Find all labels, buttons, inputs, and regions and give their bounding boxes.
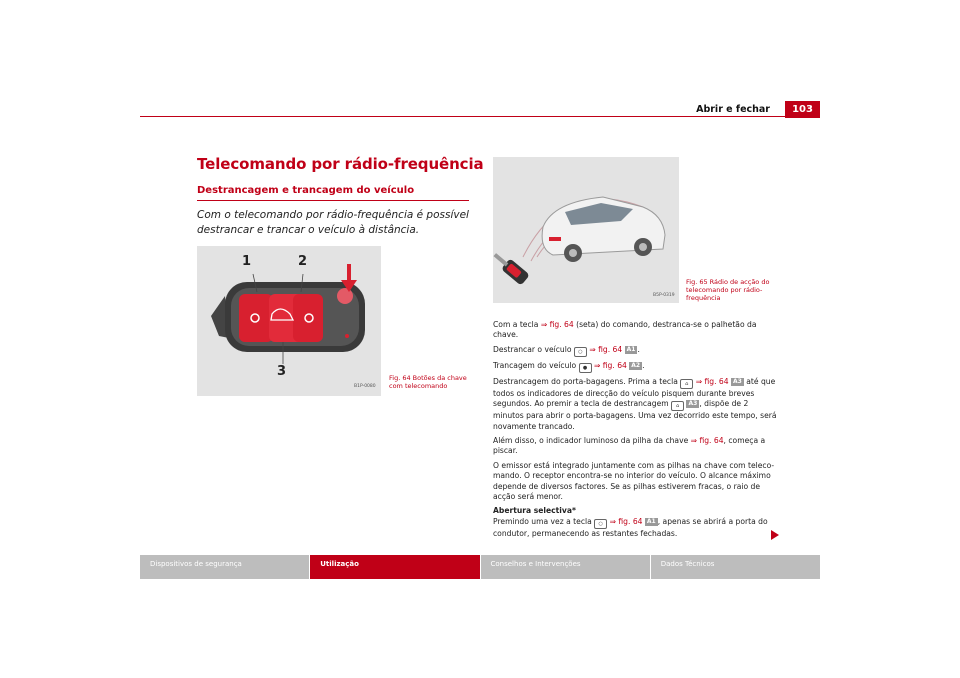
callout-badge: A2 (631, 361, 641, 369)
callout-badge: A1 (626, 345, 636, 353)
callout-badge: A1 (646, 517, 656, 525)
intro-text: Com o telecomando por rádio-frequência é possível destrancar e trancar o veículo à distância. (197, 209, 469, 236)
paragraph-unlock-key-blade: Com a tecla ⇒ fig. 64 (seta) do comando, destranca-se o palhetão da chave. (493, 320, 757, 340)
figure-reference[interactable]: ⇒ fig. 64 (540, 320, 574, 329)
paragraph-trunk-unlock: Destrancagem do porta-bagagens. Prima a tecla ⌂ ⇒ fig. 64 A3 até que todos os indicadores de direcção do veículo pisquem durante breves segundos. Ao premir a tecla de destrancagem ⌂ A3 , dispõe de 2 minutos para abrir o porta-bagagens. Uma vez decorrido este tempo, será novamente trancado. (493, 376, 777, 431)
paragraph-lock-vehicle: Trancagem do veículo ● ⇒ fig. 64 A2 . (493, 360, 645, 371)
figure-reference[interactable]: ⇒ fig. 64 (589, 344, 623, 354)
footer-nav (140, 555, 820, 579)
paragraph-selective-opening: Premindo uma vez a tecla ○ ⇒ fig. 64 A1 , apenas se abrirá a porta do condutor, permanecendo as restantes fechadas. (493, 516, 768, 538)
footer-tab-safety[interactable]: Dispositivos de segurança (140, 555, 309, 579)
trunk-key-icon: ⌂ (671, 401, 684, 411)
figure-64-caption: Fig. 64 Botões da chave com telecomando (389, 374, 467, 390)
page-number: 103 (785, 101, 820, 118)
next-page-arrow-icon[interactable] (771, 530, 779, 540)
figure-reference[interactable]: ⇒ fig. 64 (609, 516, 643, 526)
figure-65-caption: Fig. 65 Rádio de acção do telecomando por rádio-frequência (686, 278, 770, 302)
callout-3: 3 (277, 364, 287, 379)
figure-64-key-remote (197, 246, 381, 396)
header-rule (140, 116, 820, 117)
figure-reference[interactable]: ⇒ fig. 64 (593, 360, 627, 370)
figure-65-remote-range (493, 157, 679, 303)
unlock-key-icon: ○ (574, 347, 587, 357)
car-range-illustration (493, 157, 679, 303)
section-title: Telecomando por rádio-frequência (197, 155, 484, 173)
lock-key-icon: ● (579, 363, 592, 373)
footer-tab-technical-data[interactable]: Dados Técnicos (651, 555, 820, 579)
callout-badge: A3 (732, 377, 742, 385)
paragraph-unlock-vehicle: Destrancar o veículo ○ ⇒ fig. 64 A1 . (493, 344, 640, 355)
section-subtitle: Destrancagem e trancagem do veículo (197, 185, 415, 196)
footer-tab-tips[interactable]: Conselhos e Intervenções (481, 555, 650, 579)
figure-reference[interactable]: ⇒ fig. 64 (695, 376, 729, 386)
unlock-key-icon: ○ (594, 519, 607, 529)
figure-64-code: B1P-0080 (354, 384, 376, 389)
body-text (493, 320, 778, 543)
subtitle-rule (197, 200, 469, 201)
callout-1: 1 (242, 254, 252, 269)
callout-2: 2 (298, 254, 308, 269)
paragraph-transmitter: O emissor está integrado juntamente com as pilhas na chave com teleco-mando. O receptor encontra-se no interior do veículo. O alcance máximo depende de diversos factores. Se as pilhas estiverem fracas, o raio de acção será menor. (493, 460, 775, 502)
running-header-title: Abrir e fechar (696, 104, 770, 115)
trunk-key-icon: ⌂ (680, 379, 693, 389)
subheading-selective-opening: Abertura selectiva* (493, 506, 576, 516)
key-remote-illustration (197, 246, 381, 396)
footer-tab-operation[interactable]: Utilização (310, 555, 479, 579)
figure-reference[interactable]: ⇒ fig. 64 (690, 436, 724, 446)
figure-65-code: B5P-0319 (653, 293, 675, 298)
paragraph-battery-indicator: Além disso, o indicador luminoso da pilha da chave ⇒ fig. 64, começa a piscar. (493, 436, 766, 456)
callout-badge: A3 (688, 400, 698, 408)
